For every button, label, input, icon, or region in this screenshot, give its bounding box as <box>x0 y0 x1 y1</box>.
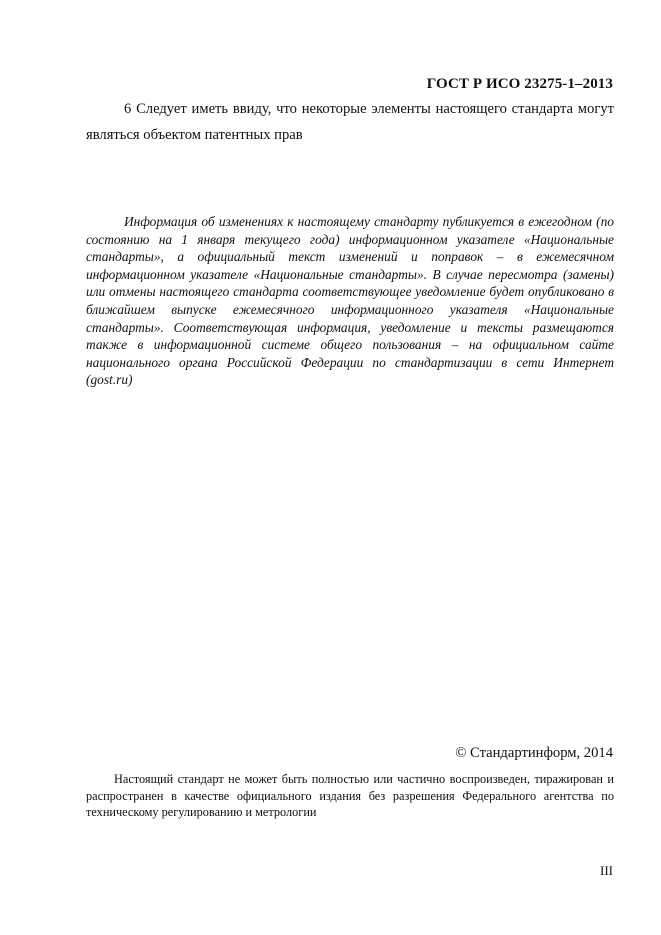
patent-note-paragraph: 6 Следует иметь ввиду, что некоторые элементы настоящего стандарта могут являться объектом патентных прав <box>86 101 614 143</box>
amendments-info-paragraph: Информация об изменениях к настоящему стандарту публикуется в ежегодном (по состоянию на 1 января текущего года) информационном указателе «Национальные стандарты», а официальный текст изменений и поправок – в ежемесячном информационном указателе «Национальные стандарты». В случае пересмотра (замены) или отмены настоящего стандарта соответствующее уведомление будет опубликовано в ближайшем выпуске ежемесячного информационного указателя «Национальные стандарты». Соответствующая информация, уведомление и тексты размещаются также в информационной системе общего пользования – на официальном сайте национального органа Российской Федерации по стандартизации в сети Интернет (gost.ru) <box>86 214 614 388</box>
copyright-line: © Стандартинформ, 2014 <box>455 745 613 761</box>
page-number: III <box>600 863 613 878</box>
reproduction-notice: Настоящий стандарт не может быть полностью или частично воспроизведен, тиражирован и распространен в качестве официального издания без разрешения Федерального агентства по техническому регулированию и метрологии <box>86 772 614 819</box>
standard-code-header: ГОСТ Р ИСО 23275-1–2013 <box>426 76 613 92</box>
